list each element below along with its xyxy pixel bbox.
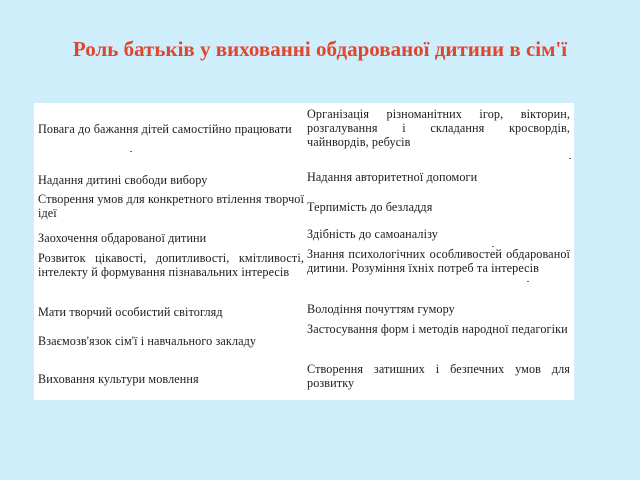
table-row-2-right: Надання авторитетної допомоги [307,170,478,184]
table-row-7-left: Взаємозв'язок сім'ї і навчального закладу [38,334,257,348]
scan-speck [130,151,132,152]
table-row-8-right: Створення затишних і безпечних умов для розвитку [307,362,570,390]
table-row-3-left: Створення умов для конкретного втілення творчої ідеї [38,192,304,220]
table-row-7-right: Застосування форм і методів народної педагогіки [307,322,568,336]
slide-title: Роль батьків у вихованні обдарованої дитини в сім'ї [72,37,568,61]
scan-speck [492,246,494,247]
table-row-1-left: Повага до бажання дітей самостійно працювати [38,122,292,136]
table-row-4-left: Заохочення обдарованої дитини [38,231,207,245]
table-row-3-right: Терпимість до безладдя [307,200,433,214]
table-row-5-right: Знання психологічних особливостей обдарованої дитини. Розуміння їхніх потреб та інтересів [307,247,570,275]
table-row-8-left: Виховання культури мовлення [38,372,199,386]
table-row-1-right: Організація різноманітних ігор, вікторин, розгалування і складання кросвордів, чайнвордів, ребусів [307,107,570,149]
scan-speck [527,281,529,282]
table-row-4-right: Здібність до самоаналізу [307,227,438,241]
scan-speck [569,158,571,159]
table-row-6-right: Володіння почуттям гумору [307,302,455,316]
table-row-2-left: Надання дитині свободи вибору [38,173,208,187]
table-row-5-left: Розвиток цікавості, допитливості, кмітливості, інтелекту й формування пізнавальних інтересів [38,251,304,279]
scanned-table-image [34,103,574,400]
table-row-6-left: Мати творчий особистий світогляд [38,305,223,319]
